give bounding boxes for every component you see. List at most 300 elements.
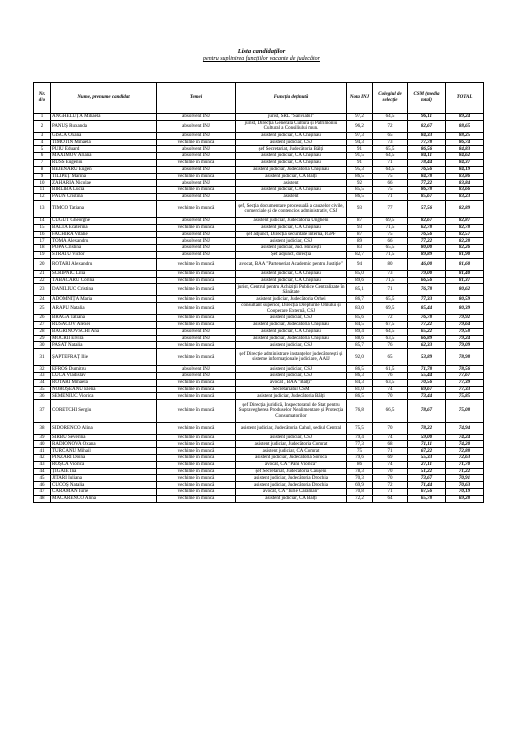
cell-total: 69,28 <box>446 495 484 502</box>
cell-temei: vechime în muncă <box>157 448 236 455</box>
cell-temei: absolvent INJ <box>157 120 236 132</box>
cell-nota-inj: 85,1 <box>347 284 373 296</box>
cell-total: 78,56 <box>446 366 484 373</box>
cell-nota-inj: 95,3 <box>347 166 373 173</box>
cell-nota-inj: 81,0 <box>347 386 373 393</box>
cell-total: 81,40 <box>446 270 484 277</box>
cell-functia: asistent judiciar, CA Bălți <box>236 173 347 180</box>
cell-csm: 73,67 <box>408 475 446 482</box>
cell-temei: absolvent INJ <box>157 146 236 153</box>
cell-nr: 36 <box>34 393 51 400</box>
cell-nota-inj: 77,3 <box>347 441 373 448</box>
cell-nr: 22 <box>34 277 51 284</box>
cell-temei: vechime în muncă <box>157 393 236 400</box>
cell-total: 84,19 <box>446 166 484 173</box>
cell-temei: vechime în muncă <box>157 434 236 441</box>
cell-colegiu: 71 <box>373 489 408 496</box>
cell-name: BRAGA Tatiana <box>51 315 157 322</box>
candidates-table <box>33 82 484 503</box>
cell-total: 70,19 <box>446 489 484 496</box>
cell-temei: absolvent INJ <box>157 231 236 238</box>
cell-csm: 65,78 <box>408 495 446 502</box>
cell-nota-inj: 89,6 <box>347 277 373 284</box>
cell-total: 80,62 <box>446 284 484 296</box>
cell-functia: asistent judiciar, Judecătoria Ungheni <box>236 217 347 224</box>
cell-temei: vechime în muncă <box>157 349 236 366</box>
cell-nr: 9 <box>34 173 51 180</box>
cell-colegiu: 65 <box>373 349 408 366</box>
cell-nota-inj: 86 <box>347 461 373 468</box>
cell-name: MACARENCO Alina <box>51 495 157 502</box>
cell-csm: 77,33 <box>408 296 446 303</box>
cell-csm: 76,78 <box>408 284 446 296</box>
cell-colegiu: 71,5 <box>373 277 408 284</box>
cell-total: 80,39 <box>446 303 484 315</box>
cell-functia: asistent judiciar, CA Chișinău <box>236 187 347 194</box>
cell-temei: absolvent INJ <box>157 245 236 252</box>
cell-functia: Secretariatul CSM <box>236 386 347 393</box>
cell-functia: asistent <box>236 180 347 187</box>
cell-total: 83,86 <box>446 173 484 180</box>
cell-nota-inj: 86,5 <box>347 393 373 400</box>
cell-colegiu: 71 <box>373 193 408 200</box>
cell-total: 72,88 <box>446 448 484 455</box>
cell-colegiu: 68 <box>373 441 408 448</box>
cell-temei: absolvent INJ <box>157 335 236 342</box>
table-row <box>34 245 484 252</box>
cell-colegiu: 64,5 <box>373 114 408 121</box>
cell-csm: 65,22 <box>408 328 446 335</box>
cell-csm: 67,22 <box>408 448 446 455</box>
table-row <box>34 193 484 200</box>
cell-total: 75,08 <box>446 400 484 422</box>
cell-temei: absolvent INJ <box>157 238 236 245</box>
cell-functia: șef Secretariat, Judecătoria Bălți <box>236 146 347 153</box>
cell-colegiu: 71 <box>373 448 408 455</box>
table-row <box>34 284 484 296</box>
cell-nr: 44 <box>34 468 51 475</box>
cell-temei: vechime în muncă <box>157 258 236 270</box>
cell-functia: asistent judiciar, CA Chișinău <box>236 270 347 277</box>
cell-temei: absolvent INJ <box>157 373 236 380</box>
cell-name: GÎSCĂ Oxana <box>51 132 157 139</box>
cell-functia: asistent judiciar, CSJ <box>236 139 347 146</box>
cell-total: 83,23 <box>446 193 484 200</box>
cell-functia: asistent judiciar, Judecătoria Comrat <box>236 441 347 448</box>
cell-functia: asistent judiciar, CSJ <box>236 342 347 349</box>
table-row <box>34 238 484 245</box>
cell-total: 83,66 <box>446 187 484 194</box>
cell-name: ZAHARIA Nicolae <box>51 180 157 187</box>
cell-nota-inj: 76,8 <box>347 400 373 422</box>
cell-nr: 37 <box>34 400 51 422</box>
cell-nr: 18 <box>34 245 51 252</box>
cell-csm: 69,67 <box>408 386 446 393</box>
cell-name: CORETCHI Sergiu <box>51 400 157 422</box>
cell-name: BEJENARU Eugen <box>51 166 157 173</box>
cell-nota-inj: 86,5 <box>347 173 373 180</box>
cell-functia: asistent judiciar, Judecătoria Bălți <box>236 393 347 400</box>
table-row <box>34 217 484 224</box>
cell-name: STRATU Victor <box>51 251 157 258</box>
cell-name: ADOMNIȚA Maria <box>51 296 157 303</box>
cell-temei: vechime în muncă <box>157 284 236 296</box>
document-title: Lista candidaților <box>237 48 286 55</box>
cell-name: SCRIPNIC Lilia <box>51 270 157 277</box>
table-row <box>34 200 484 217</box>
table-row <box>34 114 484 121</box>
table-row <box>34 120 484 132</box>
cell-nota-inj: 84,5 <box>347 321 373 328</box>
cell-functia: asistent judiciar, Judecătoria Drochia <box>236 482 347 489</box>
cell-nr: 15 <box>34 224 51 231</box>
cell-temei: vechime în muncă <box>157 296 236 303</box>
cell-nr: 42 <box>34 455 51 462</box>
cell-functia: asistent judiciar, Jud. Hîncești <box>236 245 347 252</box>
cell-temei: absolvent INJ <box>157 153 236 160</box>
table-row <box>34 139 484 146</box>
cell-nr: 23 <box>34 284 51 296</box>
cell-csm: 27,11 <box>408 461 446 468</box>
cell-nr: 3 <box>34 132 51 139</box>
cell-colegiu: 75 <box>373 187 408 194</box>
table-row <box>34 342 484 349</box>
cell-csm: 51,22 <box>408 468 446 475</box>
cell-temei: vechime în muncă <box>157 441 236 448</box>
cell-temei: vechime în muncă <box>157 187 236 194</box>
table-row <box>34 422 484 434</box>
cell-colegiu: 72 <box>373 482 408 489</box>
cell-nota-inj: 86,3 <box>347 373 373 380</box>
table-row <box>34 468 484 475</box>
cell-name: ȘAPTEFRAȚ Ilie <box>51 349 157 366</box>
cell-temei: vechime în muncă <box>157 461 236 468</box>
cell-nota-inj: 97,2 <box>347 114 373 121</box>
cell-name: TIMOTIN Mihaela <box>51 139 157 146</box>
cell-csm: 71,44 <box>408 482 446 489</box>
cell-temei: vechime în muncă <box>157 315 236 322</box>
cell-nota-inj: 91 <box>347 159 373 166</box>
cell-nr: 34 <box>34 379 51 386</box>
cell-temei: vechime în muncă <box>157 173 236 180</box>
cell-temei: absolvent INJ <box>157 180 236 187</box>
cell-functia: șef adjunct, Direcția securitate internă, IGPF <box>236 231 347 238</box>
table-row <box>34 328 484 335</box>
cell-total: 75,85 <box>446 393 484 400</box>
table-row <box>34 231 484 238</box>
cell-total: 89,24 <box>446 114 484 121</box>
cell-total: 72,63 <box>446 455 484 462</box>
cell-colegiu: 80 <box>373 258 408 270</box>
cell-csm: 82,67 <box>408 217 446 224</box>
cell-total: 70,91 <box>446 475 484 482</box>
cell-functia: avocat, CA "Iurie Caraman" <box>236 489 347 496</box>
cell-nota-inj: 92 <box>347 180 373 187</box>
cell-total: 70,63 <box>446 482 484 489</box>
cell-functia: asistent judiciar, CA Chișinău <box>236 159 347 166</box>
cell-csm: 84,11 <box>408 153 446 160</box>
cell-csm: 76,78 <box>408 315 446 322</box>
cell-temei: absolvent INJ <box>157 217 236 224</box>
cell-temei: absolvent INJ <box>157 193 236 200</box>
cell-colegiu: 74 <box>373 434 408 441</box>
cell-colegiu: 73 <box>373 139 408 146</box>
cell-total: 84,62 <box>446 153 484 160</box>
cell-nr: 1 <box>34 114 51 121</box>
cell-total: 79,64 <box>446 321 484 328</box>
cell-name: CUGUT Gheorghe <box>51 217 157 224</box>
cell-csm: 86,78 <box>408 187 446 194</box>
table-row <box>34 187 484 194</box>
cell-total: 78,98 <box>446 349 484 366</box>
cell-colegiu: 65,5 <box>373 296 408 303</box>
cell-nota-inj: 85,7 <box>347 342 373 349</box>
cell-nota-inj: 89 <box>347 238 373 245</box>
cell-name: FACHIRA Vitalie <box>51 231 157 238</box>
cell-nota-inj: 93 <box>347 200 373 217</box>
cell-nr: 21 <box>34 270 51 277</box>
cell-colegiu: 69,5 <box>373 217 408 224</box>
cell-functia: asistent judiciar, CA Chișinău <box>236 328 347 335</box>
cell-colegiu: 75 <box>373 173 408 180</box>
cell-csm: 71,11 <box>408 441 446 448</box>
cell-csm: 55,33 <box>408 455 446 462</box>
table-row <box>34 159 484 166</box>
cell-nr: 48 <box>34 495 51 502</box>
cell-nota-inj: 70,8 <box>347 489 373 496</box>
cell-nr: 29 <box>34 335 51 342</box>
cell-temei: vechime în muncă <box>157 159 236 166</box>
cell-name: ARAPU Natalia <box>51 303 157 315</box>
cell-temei: absolvent INJ <box>157 366 236 373</box>
cell-nota-inj: 79,6 <box>347 455 373 462</box>
cell-total: 71,22 <box>446 468 484 475</box>
cell-colegiu: 76 <box>373 373 408 380</box>
cell-nota-inj: 72,2 <box>347 495 373 502</box>
cell-name: PANUȘ Ruxanda <box>51 120 157 132</box>
cell-colegiu: 69 <box>373 455 408 462</box>
table-row <box>34 166 484 173</box>
cell-temei: vechime în muncă <box>157 455 236 462</box>
cell-total: 84,83 <box>446 146 484 153</box>
table-row <box>34 373 484 380</box>
cell-total: 86,74 <box>446 139 484 146</box>
table-row <box>34 461 484 468</box>
cell-colegiu: 66 <box>373 180 408 187</box>
table-row <box>34 366 484 373</box>
cell-temei: vechime în muncă <box>157 139 236 146</box>
cell-functia: asistent judiciar, CA Bălți <box>236 495 347 502</box>
cell-csm: 80,00 <box>408 245 446 252</box>
cell-total: 71,70 <box>446 461 484 468</box>
cell-nr: 38 <box>34 422 51 434</box>
cell-total: 82,26 <box>446 245 484 252</box>
cell-nota-inj: 69,9 <box>347 482 373 489</box>
cell-total: 82,28 <box>446 238 484 245</box>
cell-total: 81,90 <box>446 251 484 258</box>
header-colegiu: Colegiul de selecție <box>373 83 408 114</box>
cell-functia: asistent judiciar, CA Chișinău <box>236 224 347 231</box>
cell-colegiu: 76 <box>373 342 408 349</box>
cell-total: 82,89 <box>446 200 484 217</box>
table-row <box>34 277 484 284</box>
cell-colegiu: 65 <box>373 132 408 139</box>
cell-name: TILIPEȚ Marina <box>51 173 157 180</box>
cell-functia: asistent judiciar, CSJ <box>236 315 347 322</box>
cell-nr: 2 <box>34 120 51 132</box>
cell-nr: 40 <box>34 441 51 448</box>
cell-colegiu: 70 <box>373 422 408 434</box>
table-row <box>34 475 484 482</box>
cell-nr: 46 <box>34 482 51 489</box>
cell-colegiu: 64,5 <box>373 153 408 160</box>
cell-colegiu: 70 <box>373 468 408 475</box>
cell-name: JITARI Iuliana <box>51 475 157 482</box>
cell-nr: 28 <box>34 328 51 335</box>
cell-functia: asistent <box>236 193 347 200</box>
cell-csm: 59,00 <box>408 434 446 441</box>
table-row <box>34 349 484 366</box>
table-row <box>34 321 484 328</box>
cell-colegiu: 64 <box>373 495 408 502</box>
table-row <box>34 441 484 448</box>
cell-nr: 32 <box>34 366 51 373</box>
cell-temei: vechime în muncă <box>157 495 236 502</box>
cell-temei: vechime în muncă <box>157 270 236 277</box>
cell-colegiu: 64,5 <box>373 328 408 335</box>
cell-functia: șef Secretariat, Judecătoria Căușeni <box>236 468 347 475</box>
cell-nota-inj: 93 <box>347 224 373 231</box>
table-row <box>34 448 484 455</box>
cell-colegiu: 74 <box>373 386 408 393</box>
cell-nr: 39 <box>34 434 51 441</box>
cell-functia: șef Direcția juridică, Inspectoratul de Stat pentru Supravegherea Produselor Nealimentare și Protecția Consumatorilor <box>236 400 347 422</box>
cell-name: TURCANU Mihail <box>51 448 157 455</box>
cell-functia: asistent judiciar, Judecătoria Orhei <box>236 296 347 303</box>
cell-colegiu: 73 <box>373 270 408 277</box>
cell-temei: absolvent INJ <box>157 166 236 173</box>
cell-csm: 86,56 <box>408 146 446 153</box>
cell-csm: 84,78 <box>408 173 446 180</box>
cell-nr: 12 <box>34 193 51 200</box>
cell-functia: asistent judiciar, CSJ <box>236 238 347 245</box>
cell-colegiu: 65,5 <box>373 245 408 252</box>
cell-name: RUSACOV Alexei <box>51 321 157 328</box>
cell-csm: 46,00 <box>408 258 446 270</box>
cell-total: 77,39 <box>446 379 484 386</box>
cell-total: 83,84 <box>446 180 484 187</box>
cell-csm: 77,78 <box>408 139 446 146</box>
cell-nota-inj: 87 <box>347 217 373 224</box>
cell-nr: 31 <box>34 349 51 366</box>
cell-csm: 71,78 <box>408 366 446 373</box>
cell-temei: vechime în muncă <box>157 386 236 393</box>
table-row <box>34 132 484 139</box>
cell-name: PÎNZARI Doina <box>51 455 157 462</box>
table-row <box>34 146 484 153</box>
table-row <box>34 455 484 462</box>
cell-nr: 16 <box>34 231 51 238</box>
header-nr: Nr. d/o <box>34 83 51 114</box>
cell-total: 82,57 <box>446 231 484 238</box>
cell-name: DANILIUC Cristina <box>51 284 157 296</box>
cell-total: 79,24 <box>446 335 484 342</box>
cell-csm: 78,22 <box>408 422 446 434</box>
table-row <box>34 258 484 270</box>
cell-functia: avocat, BAA "Parteneriat Academic pentru Justiție" <box>236 258 347 270</box>
cell-name: ROTARI Alexandru <box>51 258 157 270</box>
cell-functia: Șef adjunct, direcția <box>236 251 347 258</box>
cell-colegiu: 74 <box>373 461 408 468</box>
cell-name: BAGRINOVSCHI Ana <box>51 328 157 335</box>
table-row <box>34 224 484 231</box>
header-name: Nume, prenume candidat <box>51 83 157 114</box>
cell-csm: 89,89 <box>408 251 446 258</box>
cell-csm: 84,33 <box>408 132 446 139</box>
cell-nota-inj: 85,6 <box>347 315 373 322</box>
cell-colegiu: 65,5 <box>373 146 408 153</box>
cell-functia: asistent judiciar, CA Chișinău <box>236 153 347 160</box>
cell-colegiu: 77 <box>373 200 408 217</box>
cell-nota-inj: 86,7 <box>347 296 373 303</box>
table-row <box>34 153 484 160</box>
table-row <box>34 400 484 422</box>
table-row <box>34 495 484 502</box>
table-row <box>34 386 484 393</box>
cell-nr: 5 <box>34 146 51 153</box>
cell-total: 79,92 <box>446 315 484 322</box>
cell-name: TIMCO Tatiana <box>51 200 157 217</box>
cell-functia: șef, Secția documentare procesuală a cauzelor civile, comerciale și de contencios administrativ, CSJ <box>236 200 347 217</box>
cell-colegiu: 63,5 <box>373 335 408 342</box>
cell-name: NOROȘEANU Elena <box>51 386 157 393</box>
cell-functia: asistent judiciar, Judecătoria Chișinău <box>236 321 347 328</box>
cell-temei: absolvent INJ <box>157 251 236 258</box>
cell-csm: 77,22 <box>408 180 446 187</box>
cell-nota-inj: 86,5 <box>347 366 373 373</box>
table-row <box>34 335 484 342</box>
cell-total: 74,94 <box>446 422 484 434</box>
cell-nr: 17 <box>34 238 51 245</box>
cell-functia: asistent judiciar, Judecătoria Drochia <box>236 475 347 482</box>
header-functia: Funcția deținută <box>236 83 347 114</box>
table-row <box>34 393 484 400</box>
cell-colegiu: 66,5 <box>373 400 408 422</box>
cell-nr: 20 <box>34 258 51 270</box>
cell-csm: 57,56 <box>408 200 446 217</box>
cell-nr: 26 <box>34 315 51 322</box>
cell-total: 82,87 <box>446 217 484 224</box>
table-row <box>34 379 484 386</box>
table-row <box>34 296 484 303</box>
cell-csm: 82,67 <box>408 120 446 132</box>
cell-name: SÎRBU Severina <box>51 434 157 441</box>
cell-csm: 76,56 <box>408 231 446 238</box>
cell-nota-inj: 96,2 <box>347 120 373 132</box>
cell-nota-inj: 91,5 <box>347 153 373 160</box>
table-row <box>34 315 484 322</box>
cell-functia: avocat, CA "Pani Viorica" <box>236 461 347 468</box>
cell-name: CARAMAN Iurie <box>51 489 157 496</box>
cell-total: 80,59 <box>446 296 484 303</box>
cell-temei: vechime în muncă <box>157 489 236 496</box>
cell-colegiu: 66 <box>373 238 408 245</box>
cell-nr: 19 <box>34 251 51 258</box>
cell-csm: 62,78 <box>408 224 446 231</box>
cell-csm: 76,56 <box>408 166 446 173</box>
cell-nr: 6 <box>34 153 51 160</box>
header-total: TOTAL <box>446 83 484 114</box>
